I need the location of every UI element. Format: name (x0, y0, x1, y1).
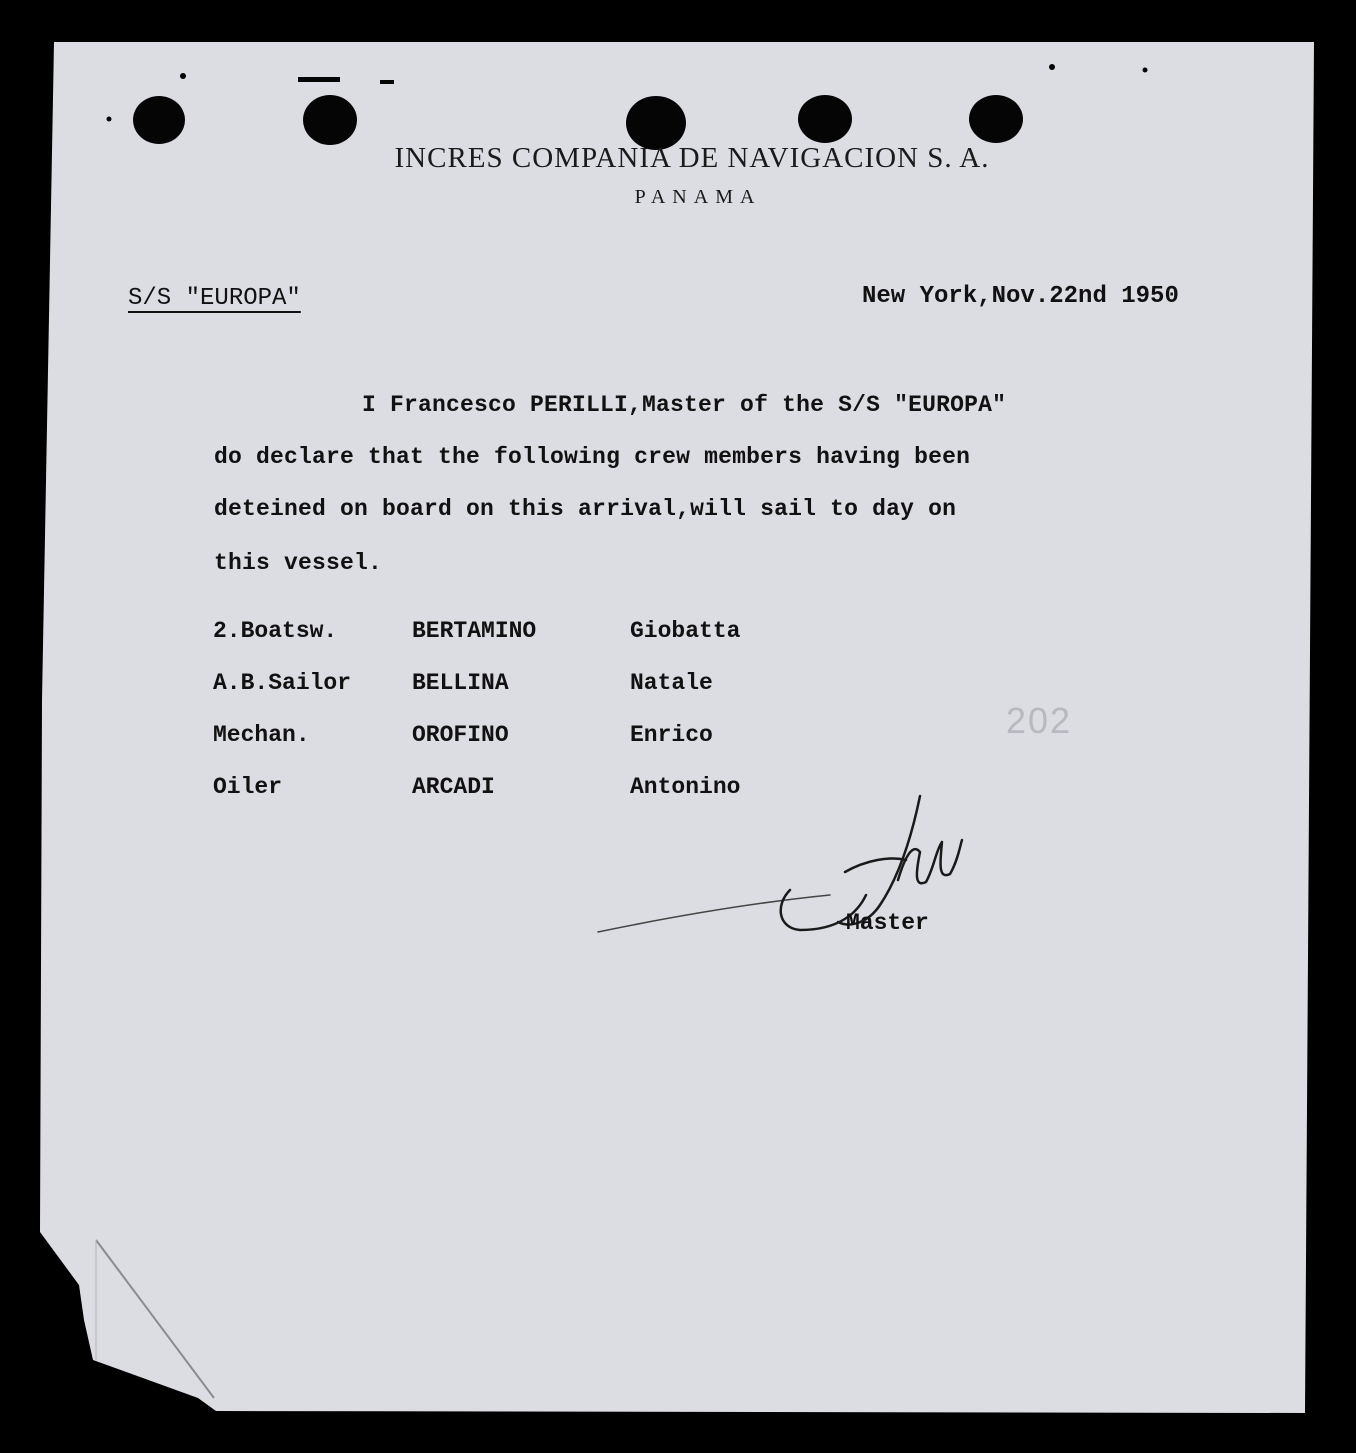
crew-surname: BELLINA (412, 670, 509, 696)
crew-given-name: Natale (630, 670, 713, 696)
crew-given-name: Giobatta (630, 618, 741, 644)
crew-rank: A.B.Sailor (213, 670, 352, 696)
crew-surname: BERTAMINO (412, 618, 537, 644)
crew-surname: ARCADI (412, 774, 495, 800)
declaration-line: this vessel. (214, 550, 383, 576)
place-and-date: New York,Nov.22nd 1950 (862, 283, 1179, 310)
signature-stroke (845, 859, 906, 873)
crew-surname: OROFINO (412, 722, 509, 748)
crew-given-name: Antonino (630, 774, 741, 800)
declaration-line: I Francesco PERILLI,Master of the S/S "EUROPA" (362, 392, 1007, 418)
crew-rank: Mechan. (213, 722, 310, 748)
declaration-line: do declare that the following crew members having been (214, 444, 971, 470)
signature-stroke (598, 895, 830, 932)
master-title: Master (846, 910, 929, 936)
crew-given-name: Enrico (630, 722, 713, 748)
crew-rank: 2.Boatsw. (213, 618, 338, 644)
stamp-number: 202 (1006, 700, 1073, 741)
ship-reference: S/S "EUROPA" (128, 285, 301, 312)
company-name: INCRES COMPANIA DE NAVIGACION S. A. (394, 142, 990, 174)
crew-rank: Oiler (213, 774, 283, 800)
company-country: PANAMA (634, 186, 762, 208)
declaration-line: deteined on board on this arrival,will sail to day on (214, 496, 957, 522)
